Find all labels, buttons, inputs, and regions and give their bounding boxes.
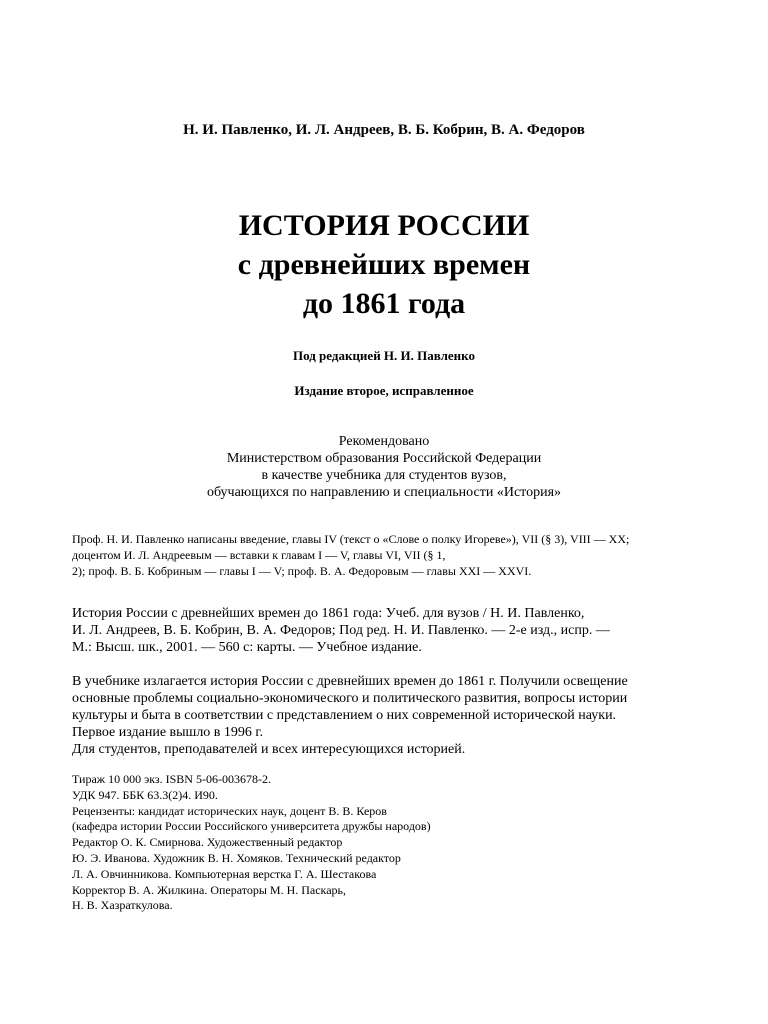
- bibliographic-description: [72, 605, 712, 656]
- imprint-line: Л. А. Овчинникова. Компьютерная верстка Г. А. Шестакова: [72, 866, 377, 881]
- contributions-line: Проф. Н. И. Павленко написаны введение, главы IV (текст о «Слове о полку Игореве»), VII (§ 3), VIII — XX;: [72, 532, 630, 546]
- recommendation-line: в качестве учебника для студентов вузов,: [261, 468, 507, 483]
- annotation-line: основные проблемы социально-экономического и политического развития, вопросы истории: [72, 691, 628, 706]
- annotation-line: Для студентов, преподавателей и всех интересующихся историей.: [72, 742, 466, 757]
- imprint-line: Тираж 10 000 экз. ISBN 5-06-003678-2.: [72, 772, 271, 786]
- annotation-line: В учебнике излагается история России с древнейших времен до 1861 г. Получили освещение: [72, 674, 628, 689]
- bibliographic-line: И. Л. Андреев, В. Б. Кобрин, В. А. Федоров; Под ред. Н. И. Павленко. — 2-е изд., испр. —: [72, 623, 610, 638]
- annotation-line: культуры и быта в соответствии с представлением о них современной исторической науки.: [72, 708, 617, 723]
- imprint-line: Редактор О. К. Смирнова. Художественный редактор: [72, 835, 343, 850]
- contributions-line: доцентом И. Л. Андреевым — вставки к главам I — V, главы VI, VII (§ 1,: [72, 548, 446, 562]
- recommendation-block: [0, 433, 768, 501]
- edition-line: Издание второе, исправленное: [294, 383, 474, 398]
- editor-line: Под редакцией Н. И. Павленко: [292, 348, 475, 363]
- contributions-line: 2); проф. В. Б. Кобриным — главы I — V; проф. В. А. Федоровым — главы XXI — XXVI.: [72, 564, 532, 578]
- bibliographic-line: М.: Высш. шк., 2001. — 560 с: карты. — Учебное издание.: [72, 640, 422, 655]
- title-line-2: с древнейших времен: [237, 248, 531, 281]
- imprint-line: Ю. Э. Иванова. Художник В. Н. Хомяков. Технический редактор: [72, 850, 401, 865]
- recommendation-line: Рекомендовано: [338, 434, 430, 449]
- book-title: [0, 206, 768, 323]
- title-line-1: ИСТОРИЯ РОССИИ: [238, 209, 530, 242]
- authors: Н. И. Павленко, И. Л. Андреев, В. Б. Кобрин, В. А. Федоров: [183, 122, 585, 138]
- annotation-line: Первое издание вышло в 1996 г.: [72, 725, 264, 740]
- imprint-line: Корректор В. А. Жилкина. Операторы М. Н. Паскарь,: [72, 882, 347, 897]
- imprint-line: Рецензенты: кандидат исторических наук, доцент В. В. Керов: [72, 803, 387, 818]
- imprint-line: (кафедра истории России Российского университета дружбы народов): [72, 819, 431, 834]
- recommendation-line: Министерством образования Российской Федерации: [226, 451, 542, 466]
- imprint-line: Н. В. Хазраткулова.: [72, 898, 173, 913]
- title-line-3: до 1861 года: [302, 287, 466, 320]
- contributions-block: [72, 531, 712, 579]
- bibliographic-line: История России с древнейших времен до 1861 года: Учеб. для вузов / Н. И. Павленко,: [72, 606, 585, 621]
- imprint-line: УДК 947. ББК 63.3(2)4. И90.: [72, 787, 218, 802]
- imprint-block: [72, 772, 712, 914]
- recommendation-line: обучающихся по направлению и специальности «История»: [206, 485, 562, 500]
- annotation-block: [72, 673, 712, 758]
